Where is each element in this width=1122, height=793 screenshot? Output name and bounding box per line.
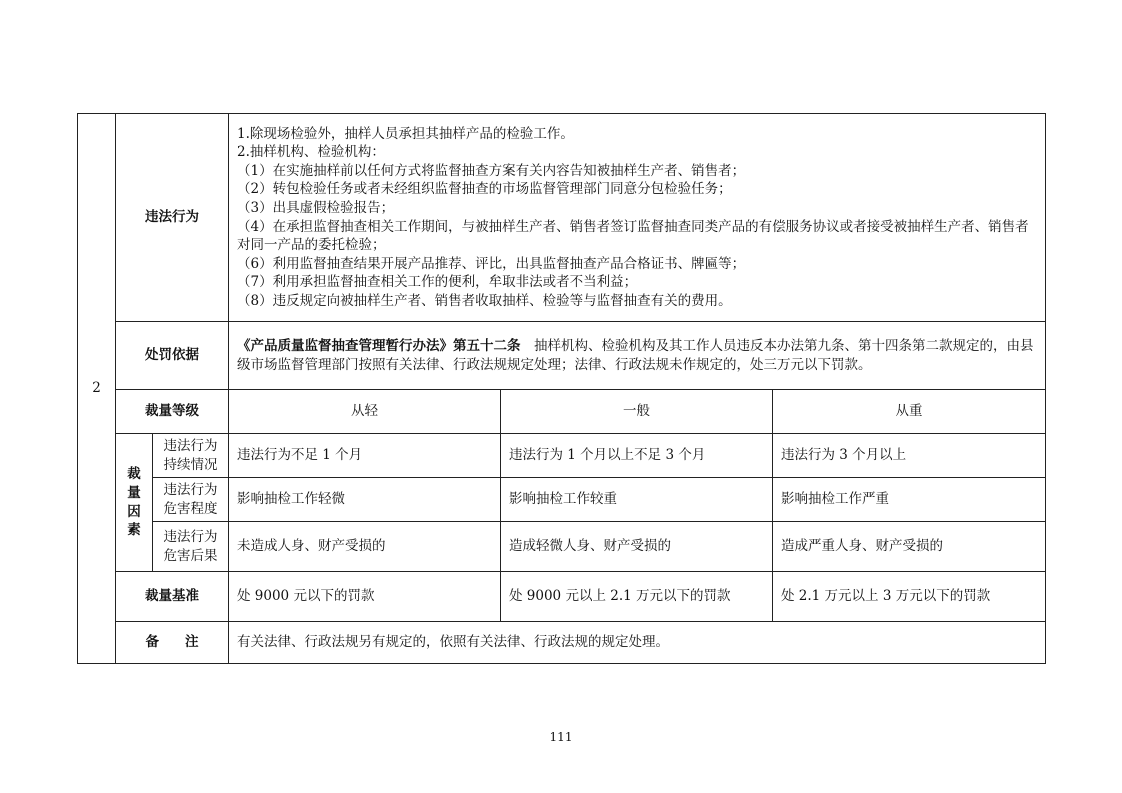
levels-label: 裁量等级 [116, 390, 229, 434]
basis-content [229, 322, 1046, 390]
violation-row [78, 114, 1046, 322]
remarks-label-char: 备 [145, 634, 159, 651]
remarks-label [116, 622, 229, 664]
violation-line: （4）在承担监督抽查相关工作期间，与被抽样生产者、销售者签订监督抽查同类产品的有偿服务协议或者接受被抽样生产者、销售者对同一产品的委托检验； [237, 218, 1029, 254]
standard-normal: 处 9000 元以上 2.1 万元以下的罚款 [501, 572, 773, 622]
violation-line: （1）在实施抽样前以任何方式将监督抽查方案有关内容告知被抽样生产者、销售者； [237, 162, 746, 179]
standard-row [78, 572, 1046, 622]
standard-heavy: 处 2.1 万元以上 3 万元以下的罚款 [773, 572, 1046, 622]
factor-name-line: 违法行为 [163, 528, 218, 545]
factor-name-line: 违法行为 [163, 481, 218, 498]
levels-row [78, 390, 1046, 434]
violation-line: （6）利用监督抽查结果开展产品推荐、评比，出具监督抽查产品合格证书、牌匾等； [237, 255, 746, 272]
row-number: 2 [78, 114, 116, 664]
factor-normal: 影响抽检工作较重 [501, 478, 773, 522]
factor-normal: 违法行为 1 个月以上不足 3 个月 [501, 434, 773, 478]
factor-row-degree [78, 478, 1046, 522]
violation-line: 1.除现场检验外，抽样人员承担其抽样产品的检验工作。 [237, 125, 574, 142]
violation-line: （2）转包检验任务或者未经组织监督抽查的市场监督管理部门同意分包检验任务； [237, 181, 732, 198]
level-heavy: 从重 [773, 390, 1046, 434]
standard-light: 处 9000 元以下的罚款 [229, 572, 501, 622]
factors-label-char: 裁 [127, 466, 141, 483]
factor-name-line: 持续情况 [163, 456, 218, 473]
remarks-label-char: 注 [185, 634, 199, 651]
violation-label: 违法行为 [116, 114, 229, 322]
violation-line: （8）违反规定向被抽样生产者、销售者收取抽样、检验等与监督抽查有关的费用。 [237, 292, 732, 309]
level-light: 从轻 [229, 390, 501, 434]
page-number: 111 [549, 730, 573, 744]
level-normal: 一般 [501, 390, 773, 434]
basis-text: 抽样机构、检验机构及其工作人员违反本办法第九条、第十四条第二款规定的，由县级市场监督管理部门按照有关法律、行政法规规定处理；法律、行政法规未作规定的，处三万元以下罚款。 [237, 337, 1034, 373]
remarks-row [78, 622, 1046, 664]
factors-label-char: 素 [127, 522, 141, 539]
factor-name [153, 522, 229, 572]
violation-line: （7）利用承担监督抽查相关工作的便利，牟取非法或者不当利益； [237, 274, 638, 291]
law-title: 《产品质量监督抽查管理暂行办法》第五十二条 [237, 337, 521, 354]
basis-label: 处罚依据 [116, 322, 229, 390]
factor-normal: 造成轻微人身、财产受损的 [501, 522, 773, 572]
factor-light: 影响抽检工作轻微 [229, 478, 501, 522]
basis-row [78, 322, 1046, 390]
factor-name-line: 违法行为 [163, 437, 218, 454]
factor-name-line: 危害程度 [163, 500, 218, 517]
factor-heavy: 违法行为 3 个月以上 [773, 434, 1046, 478]
factor-heavy: 影响抽检工作严重 [773, 478, 1046, 522]
factor-light: 违法行为不足 1 个月 [229, 434, 501, 478]
violation-line: （3）出具虚假检验报告； [237, 199, 395, 216]
penalty-discretion-table [77, 113, 1046, 664]
factors-label-char: 量 [127, 484, 141, 501]
factors-label-char: 因 [127, 503, 141, 520]
factor-light: 未造成人身、财产受损的 [229, 522, 501, 572]
standard-label: 裁量基准 [116, 572, 229, 622]
factor-name [153, 434, 229, 478]
remarks-text: 有关法律、行政法规另有规定的，依照有关法律、行政法规的规定处理。 [229, 622, 1046, 664]
factor-row-consequence [78, 522, 1046, 572]
violation-line: 2.抽样机构、检验机构： [237, 144, 385, 161]
factor-name [153, 478, 229, 522]
factor-name-line: 危害后果 [163, 547, 218, 564]
factor-row-duration [78, 434, 1046, 478]
factors-label [116, 434, 153, 572]
factor-heavy: 造成严重人身、财产受损的 [773, 522, 1046, 572]
violation-content [229, 114, 1046, 322]
